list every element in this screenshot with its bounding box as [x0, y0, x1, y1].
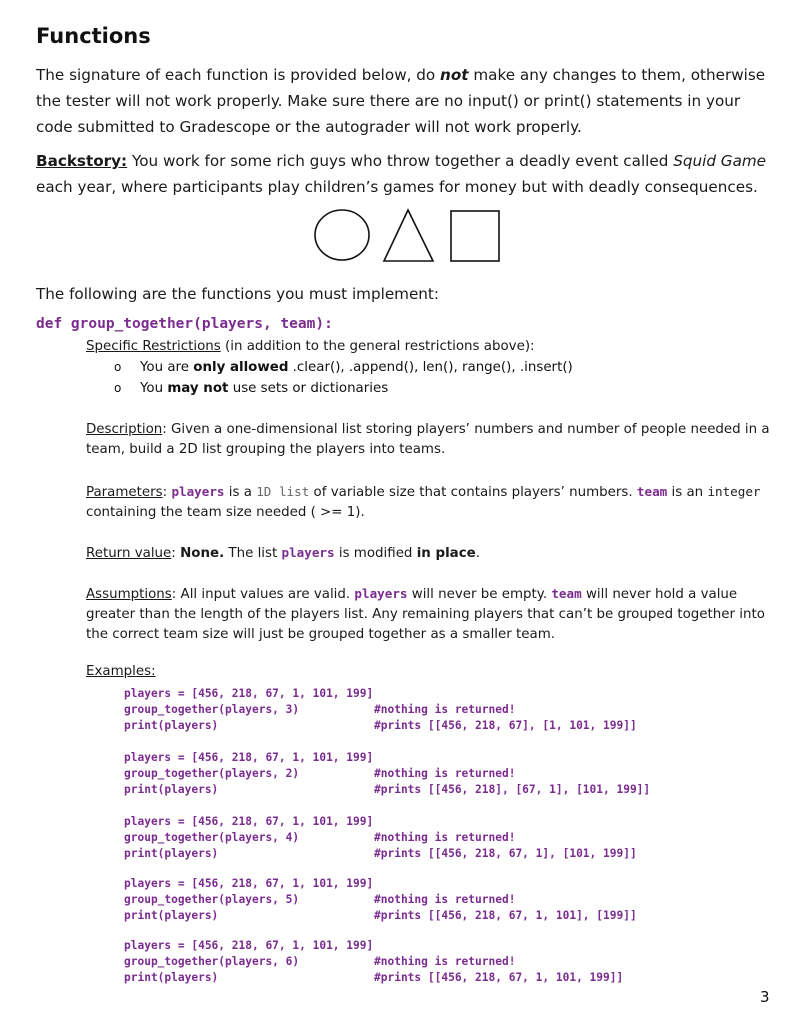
examples-label: Examples: — [86, 664, 156, 679]
code-example: players = [456, 218, 67, 1, 101, 199] group_together(players, 4) #nothing is returned! print(players) #prints [[456, 218, 67, 1], [101, 199]] — [124, 815, 637, 860]
parameters-section: Parameters: players is a 1D list of variable size that contains players’ numbers. team is an integer containing the team size needed ( >= 1). — [86, 484, 761, 520]
list-item: o You are only allowed .clear(), .append(), len(), range(), .insert() — [114, 357, 573, 378]
code-example: players = [456, 218, 67, 1, 101, 199] group_together(players, 3) #nothing is returned! print(players) #prints [[456, 218, 67], [1, 101, 199]] — [124, 687, 637, 732]
assumptions-section: Assumptions: All input values are valid. players will never be empty. team will never hold a value greater than the length of the players list. Any remaining players that can’t be grouped together into the correct team size will just be grouped together as a smaller team. — [86, 586, 765, 642]
shapes-illustration — [312, 208, 512, 268]
page-number: 3 — [760, 988, 770, 1006]
restrictions-list — [114, 357, 573, 399]
following-text: The following are the functions you must implement: — [36, 285, 440, 303]
code-example: players = [456, 218, 67, 1, 101, 199] group_together(players, 5) #nothing is returned! print(players) #prints [[456, 218, 67, 1, 101], [199]] — [124, 877, 637, 922]
game-title: Squid Game — [673, 152, 767, 170]
triangle-shape — [384, 210, 433, 261]
circle-shape — [315, 210, 369, 260]
restrictions-heading: Specific Restrictions (in addition to the general restrictions above): — [86, 339, 535, 354]
emphasis-not: not — [440, 66, 469, 84]
param-team: team — [636, 484, 668, 499]
section-heading: Functions — [36, 24, 151, 48]
intro-paragraph: The signature of each function is provided below, do not make any changes to them, otherwise the tester will not work properly. Make sure there are no input() or print() statements in your code submitted to Gradescope or the autograder will not work properly. — [36, 66, 766, 136]
param-players: players — [171, 484, 225, 499]
backstory-paragraph: Backstory: You work for some rich guys who throw together a deadly event called Squid Game each year, where participants play children’s games for money but with deadly consequences. — [36, 152, 767, 196]
list-item: o You may not use sets or dictionaries — [114, 378, 573, 399]
code-example: players = [456, 218, 67, 1, 101, 199] group_together(players, 2) #nothing is returned! print(players) #prints [[456, 218], [67, 1], [101, 199]] — [124, 751, 651, 796]
description-section: Description: Given a one-dimensional list storing players’ numbers and number of people needed in a team, build a 2D list grouping the players into teams. — [86, 422, 770, 457]
code-example: players = [456, 218, 67, 1, 101, 199] group_together(players, 6) #nothing is returned! print(players) #prints [[456, 218, 67, 1, 101, 199]] — [124, 939, 624, 984]
backstory-label: Backstory: — [36, 152, 128, 170]
square-shape — [451, 211, 499, 261]
return-value-section: Return value: None. The list players is modified in place. — [86, 545, 480, 561]
function-signature: def group_together(players, team): — [36, 316, 333, 332]
